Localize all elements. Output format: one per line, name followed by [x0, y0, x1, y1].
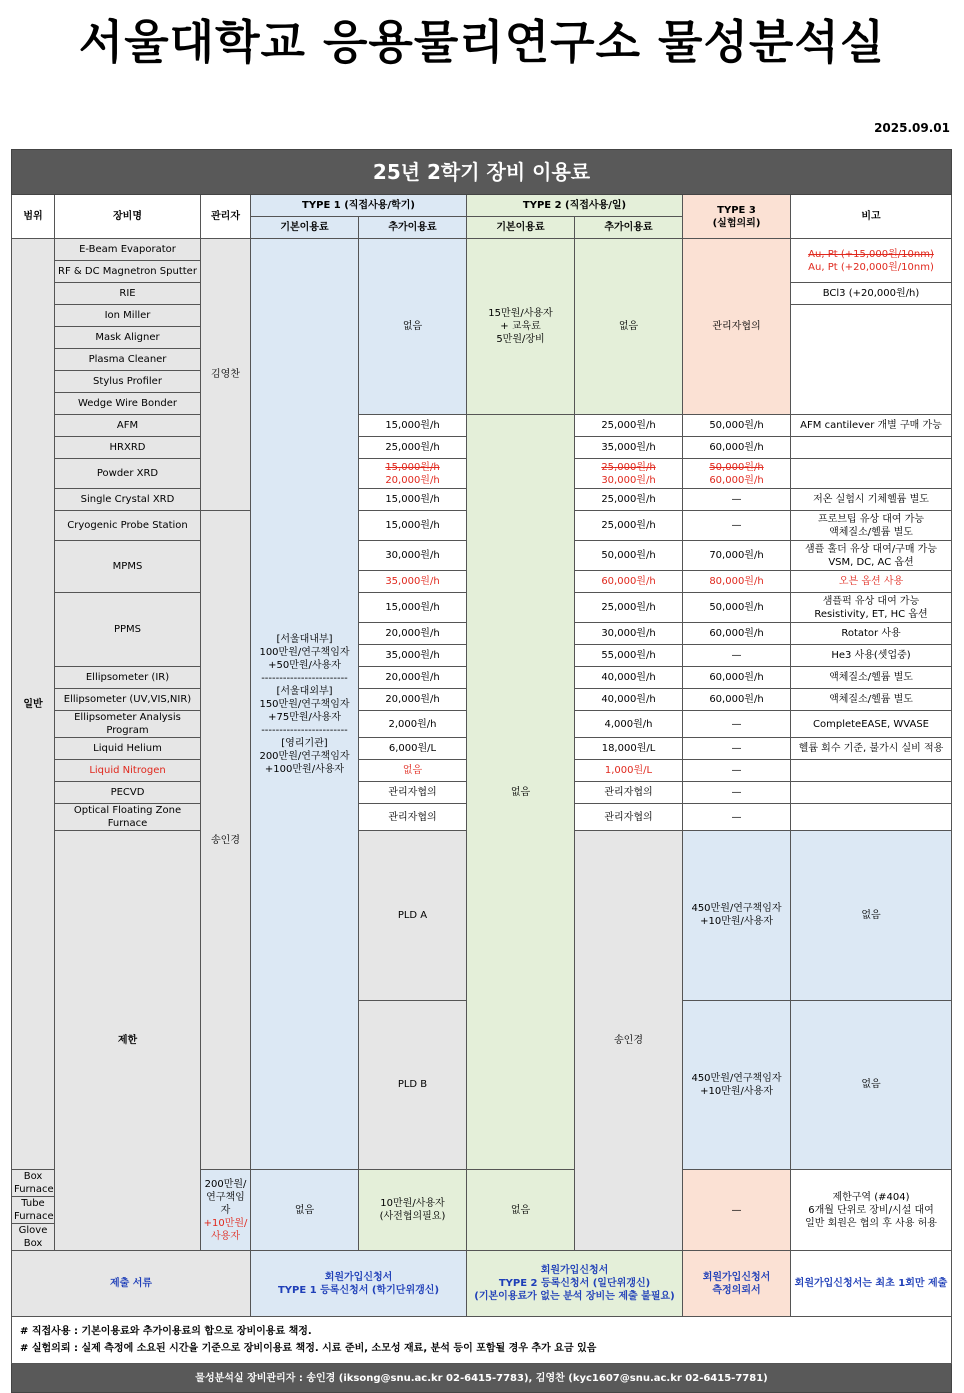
header-type2-extra: 추가이용료: [575, 217, 683, 239]
type2-extra-fee: 50,000원/h: [575, 541, 683, 571]
type3-fee: 80,000원/h: [683, 571, 791, 593]
type2-extra-fee: 25,000원/h: [575, 593, 683, 623]
documents-remark: 회원가입신청서는 최초 1회만 제출: [791, 1251, 952, 1317]
equipment-name: Wedge Wire Bonder: [55, 393, 201, 415]
manager-song: 송인경: [201, 511, 251, 1170]
equipment-name: Liquid Nitrogen: [55, 760, 201, 782]
remark-old-price: Au, Pt (+15,000원/10nm): [808, 248, 934, 260]
remark: 헬륨 회수 기준, 불가시 실비 적용: [791, 738, 952, 760]
type1-extra-fee: 15,000원/h: [359, 593, 467, 623]
type1-extra-fee: 없음: [791, 1000, 952, 1170]
remark-empty: [791, 782, 952, 804]
remark-empty: [791, 305, 952, 415]
fee-line: 10만원/사용자: [380, 1198, 445, 1209]
type3-fee: 70,000원/h: [683, 541, 791, 571]
type2-extra-fee: 4,000원/h: [575, 711, 683, 738]
equipment-name: AFM: [55, 415, 201, 437]
doc-line: 회원가입신청서: [540, 1265, 609, 1276]
equipment-name: PECVD: [55, 782, 201, 804]
type2-basic-fee: 없음: [467, 415, 575, 1170]
type1-extra-fee: 35,000원/h: [359, 645, 467, 667]
type2-extra-fee: 1,000원/L: [575, 760, 683, 782]
type3-fee: —: [683, 1170, 791, 1251]
type1-extra-fee: 관리자협의: [359, 782, 467, 804]
type3-fee: 50,000원/h: [683, 415, 791, 437]
table-row: [12, 415, 952, 437]
type2-extra-fee: 관리자협의: [575, 804, 683, 831]
remark: 액체질소/헬륨 별도: [791, 689, 952, 711]
fee-line: +100만원/사용자: [264, 763, 345, 775]
remark-line: VSM, DC, AC 옵션: [828, 556, 914, 568]
equipment-name: HRXRD: [55, 437, 201, 459]
remark: 저온 실험시 기체헬륨 별도: [791, 489, 952, 511]
documents-type1: [251, 1251, 467, 1317]
fee-line: 5만원/장비: [496, 334, 545, 345]
remark-empty: [791, 760, 952, 782]
type2-extra-fee: 60,000원/h: [575, 571, 683, 593]
remark: [791, 541, 952, 571]
equipment-name: Mask Aligner: [55, 327, 201, 349]
type1-extra-fee: 관리자협의: [359, 804, 467, 831]
remark-line: Resistivity, ET, HC 옵션: [814, 608, 928, 620]
manager-kim: 김영찬: [201, 239, 251, 511]
header-type3: [683, 195, 791, 239]
equipment-name: Optical Floating Zone Furnace: [55, 804, 201, 831]
type2-extra-fee: 25,000원/h: [575, 415, 683, 437]
type1-extra-fee: 20,000원/h: [359, 667, 467, 689]
header-type2-basic: 기본이용료: [467, 217, 575, 239]
equipment-name: E-Beam Evaporator: [55, 239, 201, 261]
type1-basic-fee: [201, 1170, 251, 1251]
documents-label: 제출 서류: [12, 1251, 251, 1317]
scope-general: 일반: [12, 239, 55, 1170]
fee-line: 200만원/연구책임자: [259, 750, 350, 762]
equipment-name: Stylus Profiler: [55, 371, 201, 393]
manager-song: 송인경: [575, 831, 683, 1251]
page-title: 서울대학교 응용물리연구소 물성분석실: [78, 15, 886, 69]
type2-extra-fee: 18,000원/L: [575, 738, 683, 760]
type1-extra-fee: 15,000원/h: [359, 489, 467, 511]
type1-extra-fee: 15,000원/h: [359, 511, 467, 541]
remark: Rotator 사용: [791, 623, 952, 645]
equipment-name: Glove Box: [12, 1224, 55, 1251]
old-price: 25,000원/h: [601, 461, 656, 473]
type2-extra-fee: 관리자협의: [575, 782, 683, 804]
fee-line: 100만원/연구책임자: [259, 646, 350, 658]
fee-line: +10만원/사용자: [203, 1217, 248, 1242]
type1-extra-fee: 20,000원/h: [359, 623, 467, 645]
header-type1-basic: 기본이용료: [251, 217, 359, 239]
type3-fee: —: [683, 804, 791, 831]
equipment-name: Cryogenic Probe Station: [55, 511, 201, 541]
doc-line: 회원가입신청서: [702, 1271, 771, 1283]
fee-line: 200만원/연구책임자: [204, 1178, 247, 1216]
remark-line: 샘플 홀더 유상 대여/구매 가능: [805, 543, 938, 555]
header-remarks: 비고: [791, 195, 952, 239]
type1-extra-fee: 30,000원/h: [359, 541, 467, 571]
type3-fee: 60,000원/h: [683, 623, 791, 645]
remark: [791, 239, 952, 283]
type3-fee: 관리자협의: [683, 239, 791, 415]
remark-line: 샘플퍽 유상 대여 가능: [822, 595, 920, 607]
remark-new-price: Au, Pt (+20,000원/10nm): [808, 261, 934, 273]
separator: ------------------------: [261, 724, 348, 736]
equipment-name: Powder XRD: [55, 459, 201, 489]
remark-empty: [791, 437, 952, 459]
new-price: 20,000원/h: [385, 474, 440, 486]
type1-extra-fee: 없음: [791, 831, 952, 1001]
type2-extra-fee: 35,000원/h: [575, 437, 683, 459]
fee-line: +50만원/사용자: [268, 659, 341, 671]
equipment-name: Box Furnace: [12, 1170, 55, 1197]
header-manager: 관리자: [201, 195, 251, 239]
footer-row: [12, 1364, 952, 1393]
footer-contact: 물성분석실 장비관리자 : 송인경 (iksong@snu.ac.kr 02-6415-7783), 김영찬 (kyc1607@snu.ac.kr 02-6415-7781): [12, 1364, 952, 1393]
type3-fee: —: [683, 645, 791, 667]
type3-fee: —: [683, 711, 791, 738]
fee-line: + 교육료: [500, 321, 541, 332]
fee-line: [영리기관]: [281, 737, 328, 749]
header-row-1: [12, 195, 952, 217]
type1-extra-fee: 6,000원/L: [359, 738, 467, 760]
note-experiment-request: # 실험의뢰 : 실제 측정에 소요된 시간을 기준으로 장비이용료 책정. 시료 준비, 소모성 재료, 분석 등이 포함될 경우 추가 요금 있음: [20, 1343, 597, 1354]
remark: CompleteEASE, WVASE: [791, 711, 952, 738]
banner-row: [12, 150, 952, 195]
type3-fee: —: [683, 489, 791, 511]
equipment-name: Ellipsometer (UV,VIS,NIR): [55, 689, 201, 711]
documents-type2: [467, 1251, 683, 1317]
type2-extra-fee: 25,000원/h: [575, 511, 683, 541]
header-type1: TYPE 1 (직접사용/학기): [251, 195, 467, 217]
type3-fee: [683, 459, 791, 489]
notes: [12, 1317, 952, 1364]
fee-line: [서울대내부]: [276, 633, 333, 645]
type2-basic-fee: [467, 239, 575, 415]
equipment-name: Single Crystal XRD: [55, 489, 201, 511]
type3-fee: 60,000원/h: [683, 667, 791, 689]
separator: ------------------------: [261, 672, 348, 684]
type2-extra-fee: 40,000원/h: [575, 667, 683, 689]
documents-type3: [683, 1251, 791, 1317]
doc-line: (기본이용료가 없는 분석 장비는 제출 불필요): [474, 1291, 675, 1302]
type3-fee: 50,000원/h: [683, 593, 791, 623]
type2-extra-fee: [575, 459, 683, 489]
type3-fee: —: [683, 511, 791, 541]
type2-extra-fee: 25,000원/h: [575, 489, 683, 511]
type2-extra-fee: 55,000원/h: [575, 645, 683, 667]
type1-extra-fee: 없음: [359, 760, 467, 782]
remark-line: 프로브팁 유상 대여 가능: [817, 513, 925, 525]
type3-fee: —: [683, 738, 791, 760]
header-type2: TYPE 2 (직접사용/일): [467, 195, 683, 217]
type2-extra-fee: 없음: [575, 239, 683, 415]
remark: AFM cantilever 개별 구매 가능: [791, 415, 952, 437]
old-price: 50,000원/h: [709, 461, 764, 473]
equipment-name: PPMS: [55, 593, 201, 667]
type1-basic-fee: [683, 1000, 791, 1170]
fee-line: 15만원/사용자: [488, 308, 553, 319]
type2-extra-fee: 30,000원/h: [575, 623, 683, 645]
type1-extra-fee: 25,000원/h: [359, 437, 467, 459]
equipment-name: Plasma Cleaner: [55, 349, 201, 371]
fee-line: (사전협의필요): [379, 1211, 446, 1222]
fee-line: 450만원/연구책임자: [691, 1072, 782, 1084]
doc-line: TYPE 1 등록신청서 (학기단위갱신): [277, 1284, 440, 1296]
doc-line: 측정의뢰서: [712, 1284, 761, 1296]
notes-row: [12, 1317, 952, 1364]
remark: He3 사용(셋업중): [791, 645, 952, 667]
document-date: 2025.09.01: [874, 121, 950, 135]
new-price: 30,000원/h: [601, 474, 656, 486]
remark: [791, 593, 952, 623]
type3-fee: 60,000원/h: [683, 437, 791, 459]
remark-empty: [791, 459, 952, 489]
equipment-name: PLD A: [359, 831, 467, 1001]
scope-restricted: 제한: [55, 831, 201, 1251]
remark-empty: [791, 804, 952, 831]
fee-line: +10만원/사용자: [700, 1085, 773, 1097]
documents-row: [12, 1251, 952, 1317]
header-type3-line2: (실험의뢰): [712, 217, 761, 229]
fee-line: [서울대외부]: [276, 685, 333, 697]
type2-basic-fee: [359, 1170, 467, 1251]
old-price: 15,000원/h: [385, 461, 440, 473]
fee-line: +75만원/사용자: [268, 711, 341, 723]
remark: 오븐 옵션 사용: [791, 571, 952, 593]
equipment-name: Tube Furnace: [12, 1197, 55, 1224]
type1-extra-fee: [359, 459, 467, 489]
fee-table: [11, 149, 952, 1393]
remark-line: 6개월 단위로 장비/시설 대여: [808, 1204, 934, 1216]
banner-title: 25년 2학기 장비 이용료: [12, 150, 952, 195]
remark: [791, 511, 952, 541]
equipment-name: Liquid Helium: [55, 738, 201, 760]
type1-extra-fee: 20,000원/h: [359, 689, 467, 711]
table-row: [12, 239, 952, 261]
remark: 액체질소/헬륨 별도: [791, 667, 952, 689]
header-type3-line1: TYPE 3: [717, 204, 756, 216]
type1-basic-fee: [251, 239, 359, 1170]
fee-line: 150만원/연구책임자: [259, 698, 350, 710]
type2-extra-fee: 40,000원/h: [575, 689, 683, 711]
type2-extra-fee: 없음: [467, 1170, 575, 1251]
type1-extra-fee: 2,000원/h: [359, 711, 467, 738]
remark: [791, 1170, 952, 1251]
doc-line: 회원가입신청서: [324, 1271, 393, 1283]
type1-extra-fee: 없음: [359, 239, 467, 415]
type1-extra-fee: 35,000원/h: [359, 571, 467, 593]
type3-fee: 60,000원/h: [683, 689, 791, 711]
remark-line: 액체질소/헬륨 별도: [829, 526, 913, 538]
remark-line: 일반 회원은 협의 후 사용 허용: [805, 1217, 937, 1229]
type1-extra-fee: 없음: [251, 1170, 359, 1251]
remark: BCl3 (+20,000원/h): [791, 283, 952, 305]
equipment-name: PLD B: [359, 1000, 467, 1170]
new-price: 60,000원/h: [709, 474, 764, 486]
equipment-name: Ion Miller: [55, 305, 201, 327]
header-scope: 범위: [12, 195, 55, 239]
header-equipment: 장비명: [55, 195, 201, 239]
equipment-name: MPMS: [55, 541, 201, 593]
type1-extra-fee: 15,000원/h: [359, 415, 467, 437]
equipment-name: Ellipsometer (IR): [55, 667, 201, 689]
note-direct-use: # 직접사용 : 기본이용료와 추가이용료의 합으로 장비이용료 책정.: [20, 1326, 312, 1337]
fee-line: 450만원/연구책임자: [691, 903, 782, 915]
type3-fee: —: [683, 760, 791, 782]
equipment-name: Ellipsometer Analysis Program: [55, 711, 201, 738]
equipment-name: RIE: [55, 283, 201, 305]
remark-line: 제한구역 (#404): [832, 1191, 910, 1203]
fee-line: +10만원/사용자: [700, 916, 773, 928]
type1-basic-fee: [683, 831, 791, 1001]
type3-fee: —: [683, 782, 791, 804]
doc-line: TYPE 2 등록신청서 (일단위갱신): [498, 1278, 651, 1289]
header-type1-extra: 추가이용료: [359, 217, 467, 239]
equipment-name: RF & DC Magnetron Sputter: [55, 261, 201, 283]
